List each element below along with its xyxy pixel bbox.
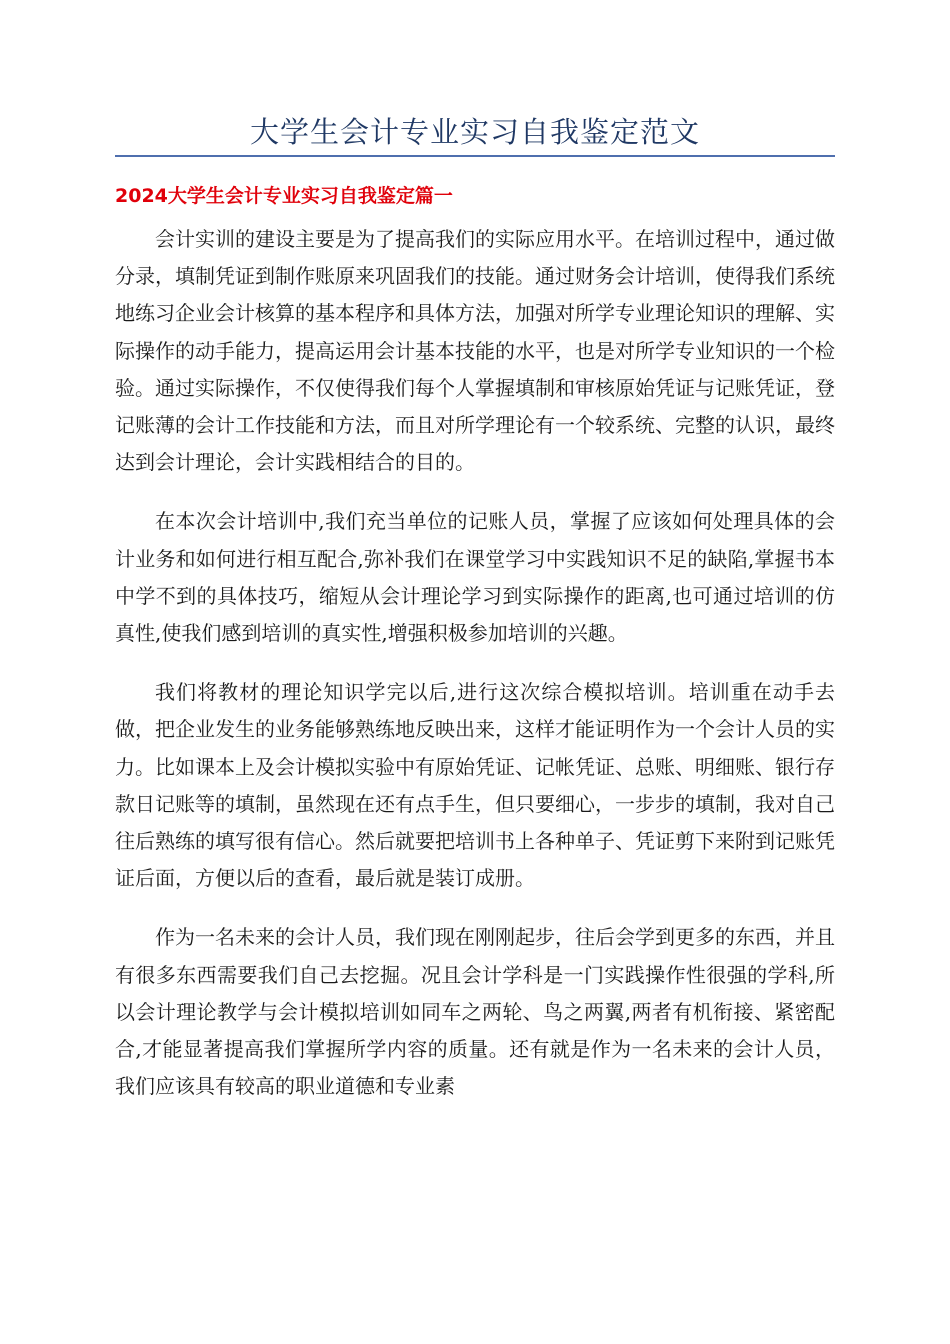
title-divider (115, 155, 835, 157)
paragraph-4: 作为一名未来的会计人员，我们现在刚刚起步，往后会学到更多的东西，并且有很多东西需要我们自己去挖掘。况且会计学科是一门实践操作性很强的学科,所以会计理论教学与会计模拟培训如同车之两轮、鸟之两翼,两者有机衔接、紧密配合,才能显著提高我们掌握所学内容的质量。还有就是作为一名未来的会计人员，我们应该具有较高的职业道德和专业素 (115, 925, 835, 1099)
paragraph-1: 会计实训的建设主要是为了提高我们的实际应用水平。在培训过程中，通过做分录，填制凭证到制作账原来巩固我们的技能。通过财务会计培训，使得我们系统地练习企业会计核算的基本程序和具体方法，加强对所学专业理论知识的理解、实际操作的动手能力，提高运用会计基本技能的水平，也是对所学专业知识的一个检验。通过实际操作，不仅使得我们每个人掌握填制和审核原始凭证与记账凭证，登记账薄的会计工作技能和方法，而且对所学理论有一个较系统、完整的认识，最终达到会计理论，会计实践相结合的目的。 (115, 227, 835, 475)
paragraph-2: 在本次会计培训中,我们充当单位的记账人员，掌握了应该如何处理具体的会计业务和如何进行相互配合,弥补我们在课堂学习中实践知识不足的缺陷,掌握书本中学不到的具体技巧，缩短从会计理论学习到实际操作的距离,也可通过培训的仿真性,使我们感到培训的真实性,增强积极参加培训的兴趣。 (115, 509, 835, 646)
section-heading: 2024大学生会计专业实习自我鉴定篇一 (115, 185, 453, 207)
document-title: 大学生会计专业实习自我鉴定范文 (249, 115, 700, 149)
document-body (115, 221, 835, 1127)
paragraph-3: 我们将教材的理论知识学完以后,进行这次综合模拟培训。培训重在动手去做，把企业发生的业务能够熟练地反映出来，这样才能证明作为一个会计人员的实力。比如课本上及会计模拟实验中有原始凭证、记帐凭证、总账、明细账、银行存款日记账等的填制，虽然现在还有点手生，但只要细心，一步步的填制，我对自己往后熟练的填写很有信心。然后就要把培训书上各种单子、凭证剪下来附到记账凭证后面，方便以后的查看，最后就是装订成册。 (115, 680, 835, 891)
